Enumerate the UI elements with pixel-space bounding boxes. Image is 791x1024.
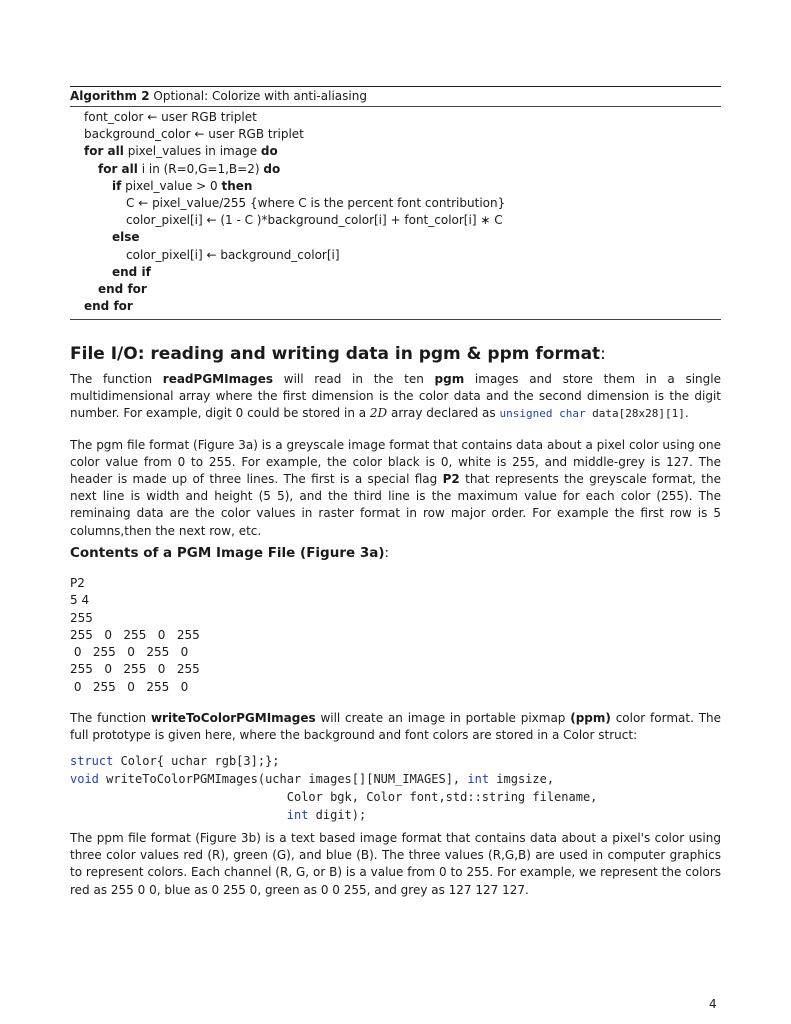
algorithm-line: else xyxy=(112,230,140,245)
algorithm-line: for all i in (R=0,G=1,B=2) do xyxy=(98,161,281,176)
algorithm-line: end for xyxy=(84,299,133,314)
algorithm-line: color_pixel[i] ← (1 - C )*background_color[i] + font_color[i] ∗ C xyxy=(126,213,503,228)
pgm-file-listing xyxy=(70,575,721,696)
fileio-section xyxy=(70,343,721,540)
algorithm-bottom-rule xyxy=(70,319,721,320)
write-function-name: writeToColorPGMImages xyxy=(150,711,316,725)
ppm-section xyxy=(70,830,721,899)
algorithm-line: background_color ← user RGB triplet xyxy=(84,127,304,142)
algorithm-caption-text: Optional: Colorize with anti-aliasing xyxy=(153,89,367,103)
prototype-code-block xyxy=(70,752,721,824)
code-line: void writeToColorPGMImages(uchar images[][NUM_IMAGES], int imgsize, xyxy=(70,772,555,786)
write-function-paragraph: The function writeToColorPGMImages will create an image in portable pixmap (ppm) color format. The full prototype is given here, where the background and font colors are stored in a Color struct: xyxy=(70,711,722,743)
algorithm-line: end for xyxy=(98,282,147,297)
pgm-line: 255 0 255 0 255 xyxy=(70,662,200,677)
read-function-paragraph: The function readPGMImages will read in the ten pgm images and store them in a single multidimensional array where the first dimension is the color data and the second dimension is the digit number. For example, digit 0 could be stored in a 2D array declared as unsigned char data[28x28][1]. xyxy=(70,372,721,421)
code-line: int digit); xyxy=(286,808,367,822)
algorithm-body xyxy=(70,107,721,319)
algorithm-caption xyxy=(70,87,721,106)
algorithm-line: color_pixel[i] ← background_color[i] xyxy=(126,247,340,262)
code-line: Color bgk, Color font,std::string filename, xyxy=(70,790,598,804)
code-line: struct Color{ uchar rgb[3];}; xyxy=(70,754,280,768)
algorithm-line: C ← pixel_value/255 {where C is the percent font contribution} xyxy=(126,196,506,211)
pgm-line: 0 255 0 255 0 xyxy=(70,679,189,694)
pgm-contents-section xyxy=(70,543,721,696)
pgm-format-paragraph: The pgm file format (Figure 3a) is a greyscale image format that contains data about a pixel color using one color value from 0 to 255. For example, the color black is 0, white is 255, and middle-grey is 127. The header is made up of three lines. The first is a special flag P2 that represents the greyscale format, the next line is width and height (5 5), and the third line is the maximum value for each color (255). The reminaing data are the color values in raster format in row major order. For example the first row is 5 columns,then the next row, etc. xyxy=(70,437,722,538)
algorithm-line: if pixel_value > 0 then xyxy=(112,178,253,193)
ppm-format-paragraph: The ppm file format (Figure 3b) is a text based image format that contains data about a pixel's color using three color values red (R), green (G), and blue (B). The three values (R,G,B) are used in computer graphics to represent colors. Each channel (R, G, or B) is a value from 0 to 255. For example, we represent the colors red as 255 0 0, blue as 0 255 0, green as 0 0 255, and grey as 127 127 127. xyxy=(70,831,721,897)
algorithm-line: end if xyxy=(112,264,151,279)
algorithm-block xyxy=(70,86,721,320)
pgm-line: P2 xyxy=(70,576,85,590)
write-function-section xyxy=(70,710,721,744)
page-number: 4 xyxy=(709,997,717,1011)
pgm-line: 0 255 0 255 0 xyxy=(70,645,189,660)
section-title: File I/O: reading and writing data in pgm & ppm format: xyxy=(70,344,606,364)
pgm-line: 5 4 xyxy=(70,593,90,608)
pgm-line: 255 0 255 0 255 xyxy=(70,627,200,642)
read-function-name: readPGMImages xyxy=(162,372,274,386)
algorithm-line: for all pixel_values in image do xyxy=(84,144,278,159)
pgm-line: 255 xyxy=(70,610,93,625)
pgm-contents-title: Contents of a PGM Image File (Figure 3a): xyxy=(70,545,390,561)
algorithm-line: font_color ← user RGB triplet xyxy=(84,110,257,124)
algorithm-label: Algorithm 2 xyxy=(70,89,150,103)
